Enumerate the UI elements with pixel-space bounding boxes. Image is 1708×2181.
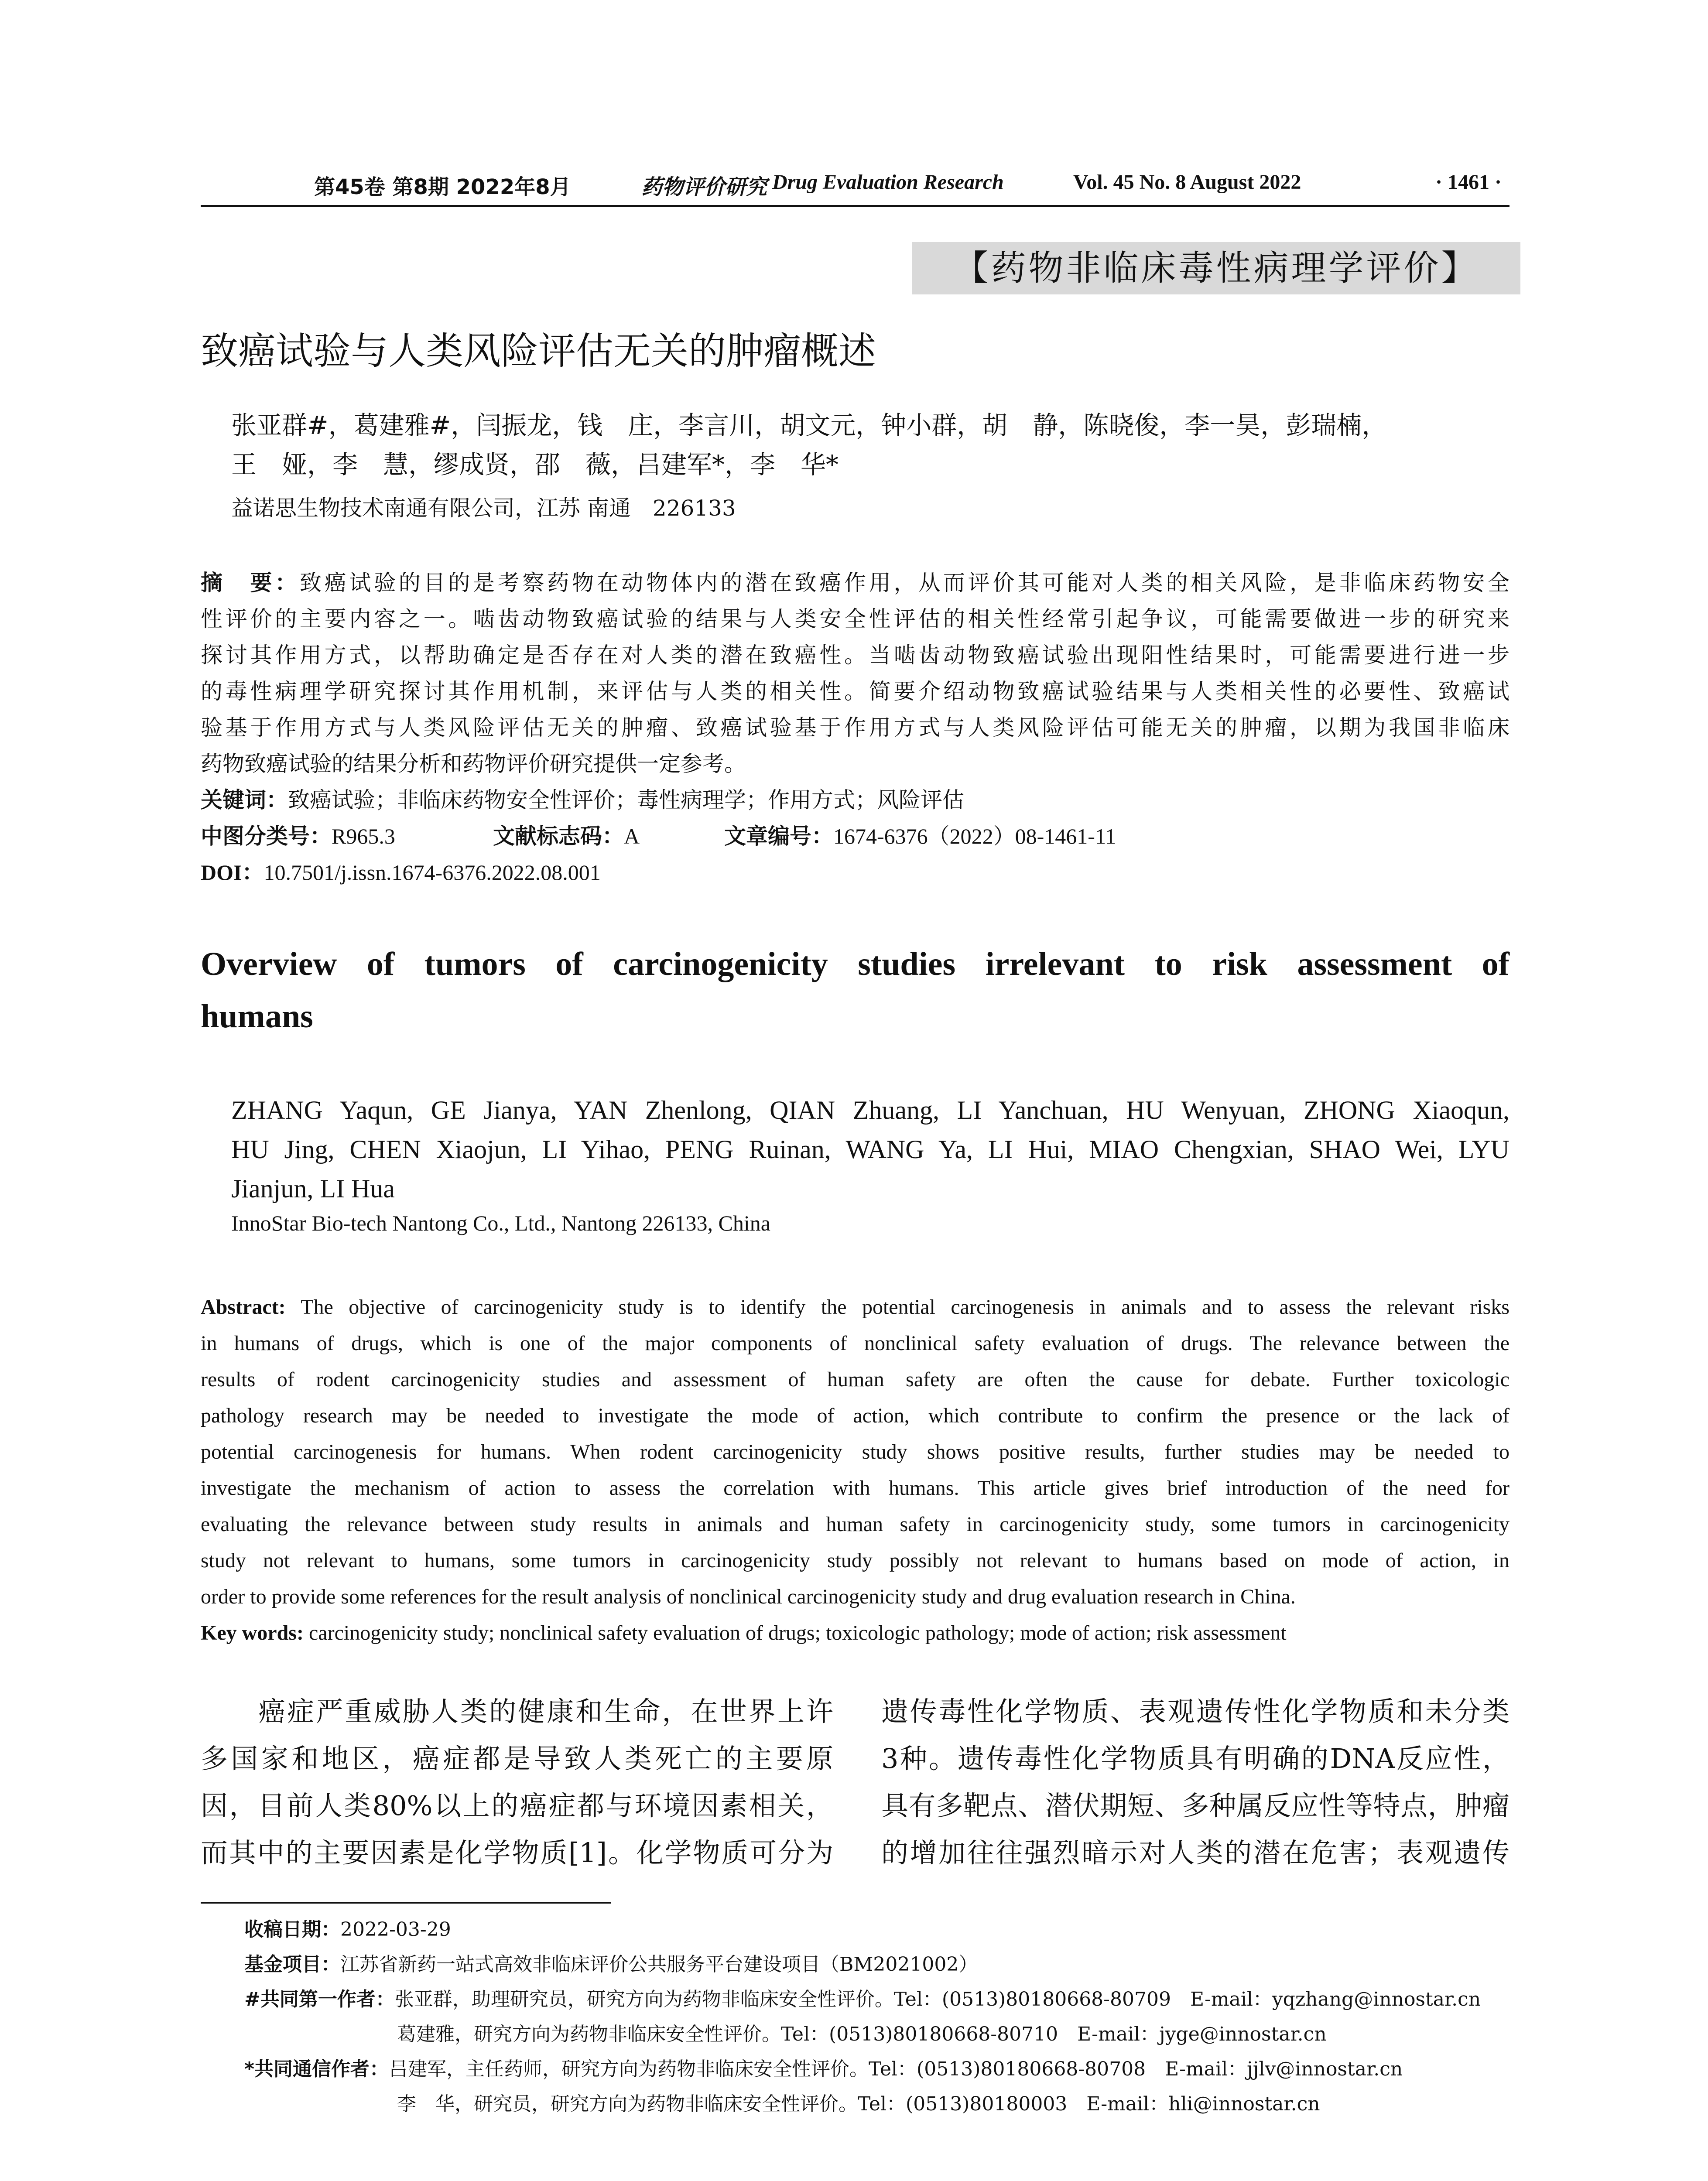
title-en (201, 938, 1509, 1043)
abstract-cn-line: 药物致癌试验的结果分析和药物评价研究提供一定参考。 (201, 751, 746, 776)
abstract-en-line: results of rodent carcinogenicity studies and assessment of human safety are often the cause for debate. Further toxicologic (201, 1368, 1509, 1391)
authors-cn-line: 张亚群#，葛建雅#，闫振龙，钱 庄，李言川，胡文元，钟小群，胡 静，陈晓俊，李一昊，彭瑞楠， (231, 410, 1387, 440)
corresponding-author-1: 吕建军，主任药师，研究方向为药物非临床安全性评价。Tel：(0513)80180668-80708 E-mail：jjlv@innostar.cn (389, 2058, 1403, 2080)
footnote-corresponding (244, 2052, 1403, 2086)
title-cn: 致癌试验与人类风险评估无关的肿瘤概述 (201, 329, 876, 373)
received-date: 2022-03-29 (340, 1918, 451, 1941)
affiliation-cn: 益诺思生物技术南通有限公司，江苏 南通 226133 (231, 496, 736, 521)
body-line: 3种。遗传毒性化学物质具有明确的DNA反应性， (881, 1743, 1509, 1774)
authors-en-line: HU Jing, CHEN Xiaojun, LI Yihao, PENG Ruinan, WANG Ya, LI Hui, MIAO Chengxian, SHAO Wei, LYU (231, 1135, 1509, 1164)
abstract-en (201, 1289, 1509, 1651)
body-line: 因，目前人类80%以上的癌症都与环境因素相关， (201, 1790, 833, 1822)
abstract-cn (201, 565, 1509, 891)
article-number-value: 1674-6376（2022）08-1461-11 (833, 824, 1116, 848)
classification-line (201, 818, 1509, 855)
clc-value: R965.3 (332, 824, 395, 848)
doi-line (201, 855, 1509, 891)
abstract-cn-line: 性评价的主要内容之一。啮齿动物致癌试验的结果与人类安全性评估的相关性经常引起争议，可能需要做进一步的研究来 (201, 606, 1509, 632)
fund-text: 江苏省新药一站式高效非临床评价公共服务平台建设项目（BM2021002） (340, 1953, 978, 1976)
abstract-cn-line: 验基于作用方式与人类风险评估无关的肿瘤、致癌试验基于作用方式与人类风险评估可能无关的肿瘤，以期为我国非临床 (201, 715, 1509, 740)
authors-en-line: ZHANG Yaqun, GE Jianya, YAN Zhenlong, QIAN Zhuang, LI Yanchuan, HU Wenyuan, ZHONG Xiaoqun, (231, 1096, 1509, 1125)
footnote-fund (244, 1948, 978, 1982)
abstract-cn-line: 探讨其作用方式，以帮助确定是否存在对人类的潜在致癌性。当啮齿动物致癌试验出现阳性结果时，可能需要进行进一步 (201, 643, 1509, 668)
body-column-left (201, 1688, 833, 1877)
abstract-en-line: study not relevant to humans, some tumors in carcinogenicity study possibly not relevant to humans based on mode of action, in (201, 1549, 1509, 1572)
abstract-cn-label: 摘 要： (201, 570, 300, 595)
body-line: 而其中的主要因素是化学物质[1]。化学物质可分为 (201, 1837, 833, 1869)
authors-cn-line: 王 娅，李 慧，缪成贤，邵 薇，吕建军*，李 华* (231, 450, 839, 479)
footnote-received (244, 1913, 451, 1947)
received-label: 收稿日期： (244, 1918, 340, 1941)
abstract-en-line: potential carcinogenesis for humans. When rodent carcinogenicity study shows positive results, further studies may be needed to (201, 1440, 1509, 1463)
corresponding-label: *共同通信作者： (244, 2058, 389, 2080)
authors-en-line: Jianjun, LI Hua (231, 1174, 395, 1203)
keywords-cn: 关键词：致癌试验；非临床药物安全性评价；毒性病理学；作用方式；风险评估 (201, 787, 964, 813)
first-author-2: 葛建雅，研究方向为药物非临床安全性评价。Tel：(0513)80180668-80710 E-mail：jyge@innostar.cn (397, 2023, 1327, 2045)
affiliation-en: InnoStar Bio-tech Nantong Co., Ltd., Nantong 226133, China (231, 1211, 770, 1235)
doi-value: 10.7501/j.issn.1674-6376.2022.08.001 (264, 860, 601, 885)
body-line: 具有多靶点、潜伏期短、多种属反应性等特点，肿瘤 (881, 1790, 1509, 1822)
abstract-en-line: investigate the mechanism of action to assess the correlation with humans. This article gives brief introduction of the need for (201, 1477, 1509, 1500)
abstract-en-line: order to provide some references for the result analysis of nonclinical carcinogenicity study and drug evaluation research in China. (201, 1585, 1296, 1608)
keywords-en: Key words: carcinogenicity study; nonclinical safety evaluation of drugs; toxicologic pathology; mode of action; risk assessment (201, 1621, 1287, 1644)
doi-label: DOI： (201, 860, 264, 885)
header-volume-en: Vol. 45 No. 8 August 2022 (1073, 171, 1301, 194)
footnote-rule (201, 1902, 611, 1904)
running-header (201, 166, 1509, 209)
abstract-cn-line: 的毒性病理学研究探讨其作用机制，来评估与人类的相关性。简要介绍动物致癌试验结果与人类相关性的必要性、致癌试 (201, 679, 1509, 704)
body-line: 的增加往往强烈暗示对人类的潜在危害；表观遗传 (881, 1837, 1509, 1869)
abstract-cn-line: 摘 要：致癌试验的目的是考察药物在动物体内的潜在致癌作用，从而评价其可能对人类的相关风险，是非临床药物安全 (201, 570, 1510, 595)
header-rule (201, 205, 1509, 207)
first-author-1: 张亚群，助理研究员，研究方向为药物非临床安全性评价。Tel：(0513)80180668-80709 E-mail：yqzhang@innostar.cn (394, 1988, 1481, 2010)
title-en-line: humans (201, 998, 313, 1035)
authors-en (231, 1090, 1509, 1208)
header-page-number: · 1461 · (1435, 171, 1502, 194)
title-en-line: Overview of tumors of carcinogenicity studies irrelevant to risk assessment of (201, 946, 1509, 982)
footnote-first-authors (244, 1983, 1481, 2017)
abstract-en-line: in humans of drugs, which is one of the major components of nonclinical safety evaluation of drugs. The relevance between the (201, 1332, 1509, 1355)
abstract-en-label: Abstract: (201, 1296, 286, 1319)
header-journal-en: Drug Evaluation Research (772, 171, 1004, 194)
keywords-en-label: Key words: (201, 1621, 304, 1644)
keywords-cn-label: 关键词： (201, 787, 288, 813)
first-author-label: #共同第一作者： (244, 1988, 395, 2010)
body-line: 遗传毒性化学物质、表观遗传性化学物质和未分类 (881, 1696, 1509, 1727)
section-banner: 【药物非临床毒性病理学评价】 (912, 242, 1520, 294)
header-volume-cn: 第45卷 第8期 2022年8月 (314, 175, 571, 199)
body-line: 癌症严重威胁人类的健康和生命，在世界上许 (201, 1696, 833, 1727)
abstract-en-line: evaluating the relevance between study results in animals and human safety in carcinogenicity study, some tumors in carcinogenicity (201, 1513, 1509, 1536)
clc-label: 中图分类号： (201, 824, 332, 849)
fund-label: 基金项目： (244, 1953, 340, 1976)
corresponding-author-2: 李 华，研究员，研究方向为药物非临床安全性评价。Tel：(0513)80180003 E-mail：hli@innostar.cn (397, 2093, 1320, 2115)
article-number-label: 文章编号： (724, 824, 833, 849)
abstract-en-line: Abstract: The objective of carcinogenicity study is to identify the potential carcinogenesis in animals and to assess the relevant risks (201, 1296, 1509, 1319)
doc-code-label: 文献标志码： (493, 824, 624, 849)
header-journal-cn: 药物评价研究 (641, 175, 767, 199)
authors-cn (231, 406, 1509, 484)
body-column-right (881, 1688, 1509, 1877)
doc-code-value: A (624, 824, 640, 848)
abstract-en-line: pathology research may be needed to investigate the mode of action, which contribute to confirm the presence or the lack of (201, 1404, 1509, 1427)
body-line: 多国家和地区，癌症都是导致人类死亡的主要原 (201, 1743, 833, 1774)
